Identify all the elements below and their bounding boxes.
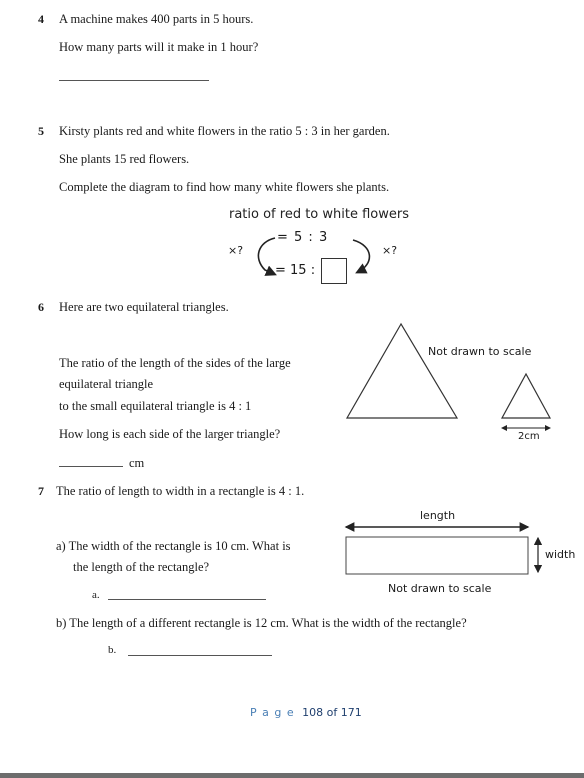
page-word: P a g e — [250, 706, 295, 719]
q6-text: Here are two equilateral triangles. — [59, 300, 229, 314]
q4-number: 4 — [38, 12, 44, 26]
q6-body3: to the small equilateral triangle is 4 : 1 — [59, 399, 252, 413]
q7a-label: a. — [92, 589, 100, 601]
bottom-bar — [0, 773, 584, 778]
page-footer — [250, 706, 362, 719]
rectangle-diagram — [340, 518, 580, 588]
q7-number: 7 — [38, 484, 44, 498]
small-triangle — [502, 374, 550, 418]
ratio-diagram-title: ratio of red to white flowers — [229, 207, 409, 222]
small-side-label: 2cm — [518, 431, 540, 442]
q6-not-to-scale: Not drawn to scale — [428, 345, 532, 358]
length-label: length — [420, 509, 456, 522]
large-triangle — [347, 324, 457, 418]
q7a-text1: a) The width of the rectangle is 10 cm. What is — [56, 539, 291, 553]
q6-unit: cm — [129, 456, 145, 470]
q7-text: The ratio of length to width in a rectangle is 4 : 1. — [56, 484, 305, 498]
q7b-text: b) The length of a different rectangle is 12 cm. What is the width of the rectangle? — [56, 616, 467, 630]
right-multiplier: ×? — [382, 244, 398, 257]
q7a-text2: the length of the rectangle? — [73, 560, 210, 574]
q7-not-to-scale: Not drawn to scale — [388, 582, 492, 595]
page-number: 108 of 171 — [302, 706, 362, 719]
q4-question: How many parts will it make in 1 hour? — [59, 40, 259, 54]
q4-text: A machine makes 400 parts in 5 hours. — [59, 12, 254, 26]
q5-line3: Complete the diagram to find how many white flowers she plants. — [59, 180, 390, 194]
q6-number: 6 — [38, 300, 44, 314]
q6-answer-line[interactable] — [59, 466, 123, 467]
q6-question: How long is each side of the larger triangle? — [59, 427, 281, 441]
triangles-diagram — [340, 318, 570, 443]
ratio-arrows — [250, 228, 380, 288]
q6-body2: equilateral triangle — [59, 377, 154, 391]
q4-answer-line[interactable] — [59, 80, 209, 81]
width-label: width — [545, 548, 576, 561]
q7a-answer-line[interactable] — [108, 599, 266, 600]
ratio-bottom: = 15 : — [275, 263, 316, 278]
q7b-label: b. — [108, 644, 117, 656]
left-arrow — [258, 238, 275, 274]
q5-number: 5 — [38, 124, 44, 138]
rectangle-shape — [346, 537, 528, 574]
q7b-answer-line[interactable] — [128, 655, 272, 656]
q5-text: Kirsty plants red and white flowers in the ratio 5 : 3 in her garden. — [59, 124, 390, 138]
right-arrow — [353, 240, 369, 272]
q5-line2: She plants 15 red flowers. — [59, 152, 190, 166]
ratio-top: = 5 : 3 — [277, 230, 329, 245]
q6-body1: The ratio of the length of the sides of the large — [59, 356, 291, 370]
left-multiplier: ×? — [228, 244, 244, 257]
